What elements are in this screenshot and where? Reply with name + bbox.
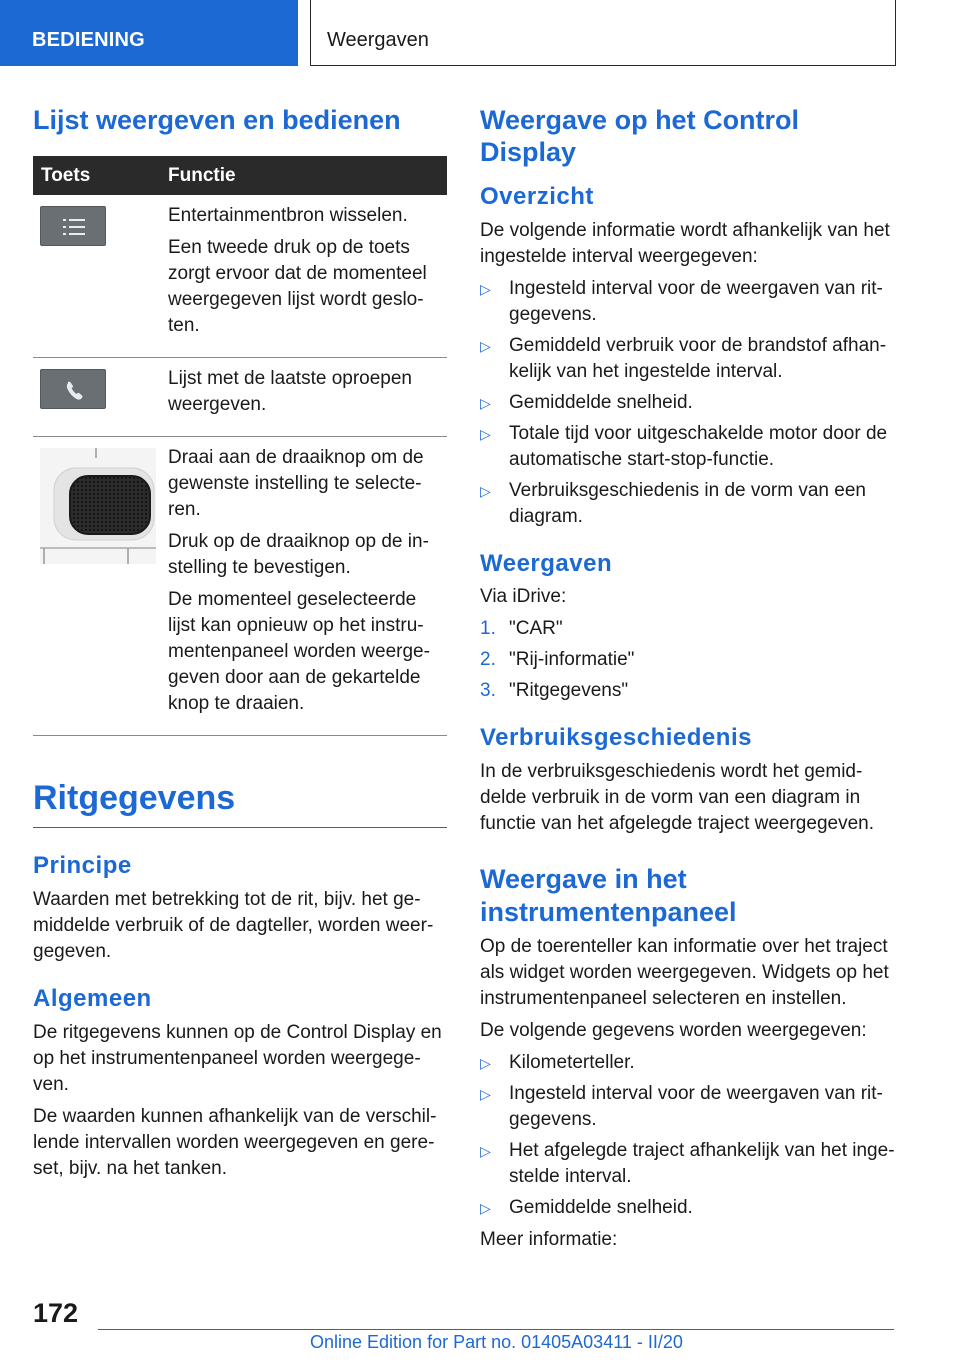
list-item: ▷ Verbruiksgeschiedenis in de vorm van een diagram. xyxy=(480,479,866,527)
meer-informatie: Meer informatie: xyxy=(480,1228,618,1250)
principe-text: Waarden met betrekking tot de rit, bijv. het gemiddelde verbruik of de dagteller, worden weergegeven. xyxy=(33,888,434,962)
list-item: 3. "Ritgegevens" xyxy=(480,680,629,702)
algemeen-text-2: De waarden kunnen afhankelijk van de verschillende intervallen worden weergegeven en gereset, bijv. na het tanken. xyxy=(33,1105,437,1179)
row-text: Druk op de draaiknop op de instelling te bevestigen. xyxy=(168,531,429,579)
instr-text-2: De volgende gegevens worden weergegeven: xyxy=(480,1019,867,1041)
section-tab: BEDIENING xyxy=(0,0,298,66)
list-item: ▷ Gemiddeld verbruik voor de brandstof afhankelijk van het ingestelde interval. xyxy=(480,334,887,382)
list-item: ▷ Gemiddelde snelheid. xyxy=(480,390,898,416)
footer-divider xyxy=(98,1329,894,1330)
overzicht-heading: Overzicht xyxy=(480,182,594,210)
page-number: 172 xyxy=(33,1298,79,1328)
overzicht-text: De volgende informatie wordt afhankelijk van het ingestelde interval weergegeven: xyxy=(480,219,890,267)
triangle-bullet-icon: ▷ xyxy=(480,394,491,411)
instr-text-1: Op de toerenteller kan informatie over het traject als widget worden weergegeven. Widgets op het instrumentenpaneel selecteren en instellen. xyxy=(480,935,889,1009)
triangle-bullet-icon: ▷ xyxy=(480,425,491,442)
chapter-title: Weergaven xyxy=(310,0,896,66)
row-text: Draai aan de draaiknop om de gewenste instelling te selecteren. xyxy=(168,447,424,521)
phone-key-icon xyxy=(40,369,106,409)
ritgegevens-heading: Ritgegevens xyxy=(33,778,447,828)
table-row xyxy=(33,437,447,736)
verbruik-text: In de verbruiksgeschiedenis wordt het gemiddelde verbruik in de vorm van een diagram in functie van het afgelegde traject weergegeven. xyxy=(480,761,874,835)
triangle-bullet-icon: ▷ xyxy=(480,482,491,499)
triangle-bullet-icon: ▷ xyxy=(480,337,491,354)
rotary-knob-image xyxy=(40,448,156,564)
media-list-key-icon xyxy=(40,206,106,246)
table-row xyxy=(33,358,447,437)
idrive-steps xyxy=(480,616,898,704)
triangle-bullet-icon: ▷ xyxy=(480,1199,491,1216)
principe-heading: Principe xyxy=(33,852,132,880)
triangle-bullet-icon: ▷ xyxy=(480,280,491,297)
table-row xyxy=(33,195,447,358)
overzicht-list xyxy=(480,276,898,530)
list-item: 1. "CAR" xyxy=(480,618,563,640)
triangle-bullet-icon: ▷ xyxy=(480,1054,491,1071)
left-column xyxy=(33,98,447,1188)
control-display-heading: Weergave op het Control Display xyxy=(480,105,800,168)
column-header-key: Toets xyxy=(33,156,158,195)
edition-note: Online Edition for Part no. 01405A03411 - II/20 xyxy=(310,1332,683,1352)
key-function-table xyxy=(33,156,447,736)
column-header-function: Functie xyxy=(158,156,447,195)
weergaven-text: Via iDrive: xyxy=(480,586,567,608)
row-text: Entertainmentbron wisselen. xyxy=(168,205,408,227)
row-text: Een tweede druk op de toets zorgt ervoor dat de momenteel weergegeven lijst wordt gesloten. xyxy=(168,237,427,337)
list-item: ▷ Kilometerteller. xyxy=(480,1050,898,1076)
instr-list xyxy=(480,1050,898,1221)
right-column xyxy=(480,98,898,1259)
triangle-bullet-icon: ▷ xyxy=(480,1085,491,1102)
list-item: ▷ Totale tijd voor uitgeschakelde motor door de automatische start-stop-functie. xyxy=(480,422,888,470)
list-item: ▷ Ingesteld interval voor de weergaven van ritgegevens. xyxy=(480,277,883,325)
instrumentenpaneel-heading: Weergave in het instrumentenpaneel xyxy=(480,864,737,927)
weergaven-heading: Weergaven xyxy=(480,549,613,577)
row-text: De momenteel geselecteerde lijst kan opnieuw op het instrumentenpaneel worden weergegeven door aan de gekartelde knop te draaien. xyxy=(168,589,430,715)
triangle-bullet-icon: ▷ xyxy=(480,1142,491,1159)
algemeen-text-1: De ritgegevens kunnen op de Control Display en op het instrumentenpaneel worden weergegeven. xyxy=(33,1021,442,1095)
list-item: ▷ Ingesteld interval voor de weergaven van ritgegevens. xyxy=(480,1082,883,1130)
list-item: 2. "Rij-informatie" xyxy=(480,649,635,671)
list-item: ▷ Het afgelegde traject afhankelijk van het ingestelde interval. xyxy=(480,1139,895,1187)
algemeen-heading: Algemeen xyxy=(33,984,152,1012)
verbruik-heading: Verbruiksgeschiedenis xyxy=(480,724,752,752)
row-text: Lijst met de laatste oproepen weergeven. xyxy=(168,368,412,416)
list-section-title: Lijst weergeven en bedienen xyxy=(33,105,401,135)
list-item: ▷ Gemiddelde snelheid. xyxy=(480,1195,898,1221)
